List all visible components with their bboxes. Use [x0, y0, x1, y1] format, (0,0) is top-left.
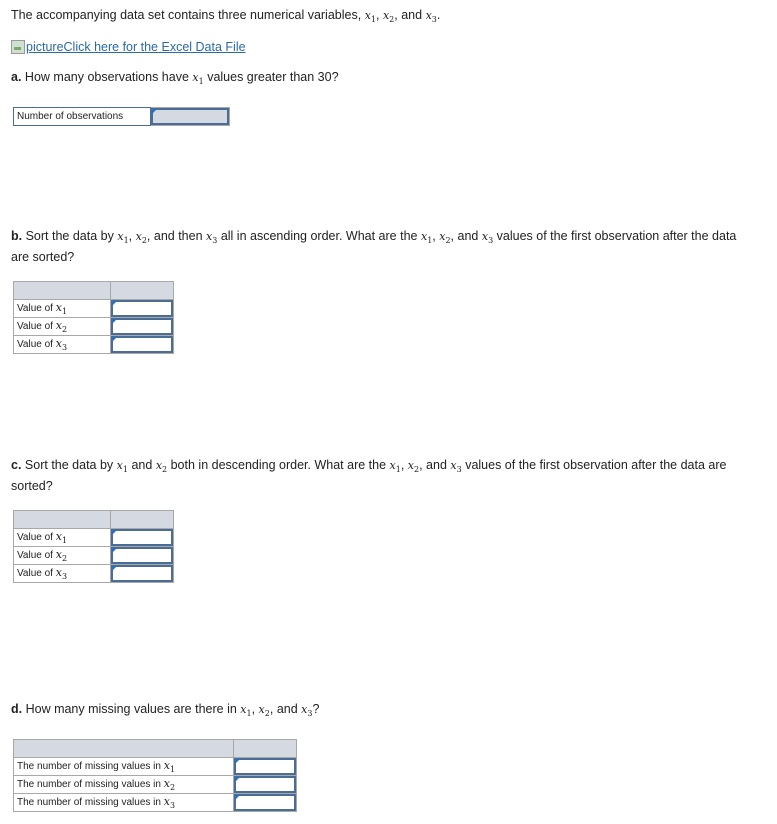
answer-cell [111, 336, 174, 354]
question-b-text-2: and then [153, 229, 203, 243]
table-row [14, 794, 297, 812]
question-c-label: c. [11, 458, 22, 472]
var-x2: $x_2$ [439, 230, 451, 246]
row-label: Value of $x_1$ [14, 529, 111, 547]
question-a-label: a. [11, 70, 22, 84]
row-label: Value of $x_2$ [14, 318, 111, 336]
answer-cell [234, 794, 297, 812]
value-x3-input[interactable] [111, 336, 173, 353]
excel-data-link[interactable] [11, 40, 246, 54]
question-d-and: and [276, 702, 298, 716]
table-header-row [14, 511, 174, 529]
question-a-text-before: How many observations have [24, 70, 189, 84]
answer-cell [111, 529, 174, 547]
answer-cell [151, 108, 230, 126]
question-c-text-3: both in descending order. What are the [170, 458, 387, 472]
missing-x2-input[interactable] [234, 776, 296, 793]
intro-text-before: The accompanying data set contains three numerical variables, [11, 8, 362, 22]
value-x2-input[interactable] [111, 318, 173, 335]
var-x2: $x_2$ [155, 459, 168, 475]
var-x3: $x_3$ [206, 230, 218, 246]
question-d-text-before: How many missing values are there in [25, 702, 237, 716]
answer-cell [111, 318, 174, 336]
var-x3: $x_3$ [301, 703, 313, 719]
question-a-text-after: values greater than 30? [207, 70, 339, 84]
question-c-text-5: values of the first observation after the data are sorted? [11, 458, 727, 494]
answer-table-a [13, 107, 230, 126]
question-c-text-4: and [426, 458, 447, 472]
answer-cell [234, 776, 297, 794]
row-label: Number of observations [14, 108, 151, 126]
var-x1: $x_1$ [420, 230, 433, 246]
question-a [11, 69, 751, 90]
intro-text: The accompanying data set contains three numerical variables, $x_1$, $x_2$, and $x_3$. [11, 8, 441, 25]
var-x2: $x_2$ [382, 9, 395, 25]
answer-cell [111, 565, 174, 583]
question-b-label: b. [11, 229, 23, 243]
row-label: Value of $x_3$ [14, 336, 111, 354]
var-x1: $x_1$ [364, 9, 376, 25]
question-b-text-4: and [457, 229, 479, 243]
var-x1: $x_1$ [192, 71, 204, 87]
question-b-text-1: Sort the data by [25, 229, 114, 243]
var-x3: $x_3$ [481, 230, 494, 246]
picture-icon [11, 40, 25, 54]
var-x2: $x_2$ [258, 703, 270, 719]
row-label: Value of $x_3$ [14, 565, 111, 583]
table-row [14, 758, 297, 776]
value-x2-input[interactable] [111, 547, 173, 564]
var-x2: $x_2$ [407, 459, 420, 475]
question-d-label: d. [11, 702, 23, 716]
var-x2: $x_2$ [135, 230, 147, 246]
row-label: The number of missing values in $x_2$ [14, 776, 234, 794]
answer-cell [234, 758, 297, 776]
question-c-text-1: Sort the data by [24, 458, 114, 472]
var-x1: $x_1$ [116, 459, 128, 475]
answer-table-d [13, 739, 297, 812]
row-label: Value of $x_2$ [14, 547, 111, 565]
var-x3: $x_3$ [425, 9, 437, 25]
table-header-row [14, 282, 174, 300]
picture-alt-text: picture [26, 40, 64, 54]
answer-table-b [13, 281, 174, 354]
question-c: c. Sort the data by $x_1$ and $x_2$ both in descending order. What are the $x_1$, $x_2$, and $x_3$ values of the first observation after the data are sorted? [11, 458, 727, 494]
question-c-text-2: and [131, 458, 153, 472]
table-row [14, 318, 174, 336]
row-label: The number of missing values in $x_1$ [14, 758, 234, 776]
row-label: Value of $x_1$ [14, 300, 111, 318]
value-x3-input[interactable] [111, 565, 173, 582]
table-row [14, 300, 174, 318]
table-header-row [14, 740, 297, 758]
missing-x1-input[interactable] [234, 758, 296, 775]
table-row [14, 565, 174, 583]
question-b: b. Sort the data by $x_1$, $x_2$, and then $x_3$ all in ascending order. What are the $x_1$, $x_2$, and $x_3$ values of the first observation after the data are sorted? [11, 229, 737, 265]
var-x1: $x_1$ [117, 230, 129, 246]
table-row [14, 529, 174, 547]
var-x3: $x_3$ [450, 459, 462, 475]
table-row [14, 547, 174, 565]
value-x1-input[interactable] [111, 529, 173, 546]
answer-cell [111, 547, 174, 565]
question-b-text-3: all in ascending order. What are the [220, 229, 418, 243]
question-b-text-5: values of the first observation after the data are sorted? [11, 229, 737, 265]
value-x1-input[interactable] [111, 300, 173, 317]
number-of-observations-input[interactable] [151, 108, 229, 125]
intro-and: and [401, 8, 423, 22]
answer-cell [111, 300, 174, 318]
excel-link-label: Click here for the Excel Data File [63, 40, 246, 54]
row-label: The number of missing values in $x_3$ [14, 794, 234, 812]
missing-x3-input[interactable] [234, 794, 296, 811]
table-row [14, 336, 174, 354]
var-x1: $x_1$ [389, 459, 401, 475]
table-row [14, 776, 297, 794]
answer-table-c [13, 510, 174, 583]
var-x1: $x_1$ [240, 703, 252, 719]
question-d: d. How many missing values are there in $x_1$, $x_2$, and $x_3$? [11, 702, 320, 719]
question-d-end: ? [312, 702, 320, 716]
